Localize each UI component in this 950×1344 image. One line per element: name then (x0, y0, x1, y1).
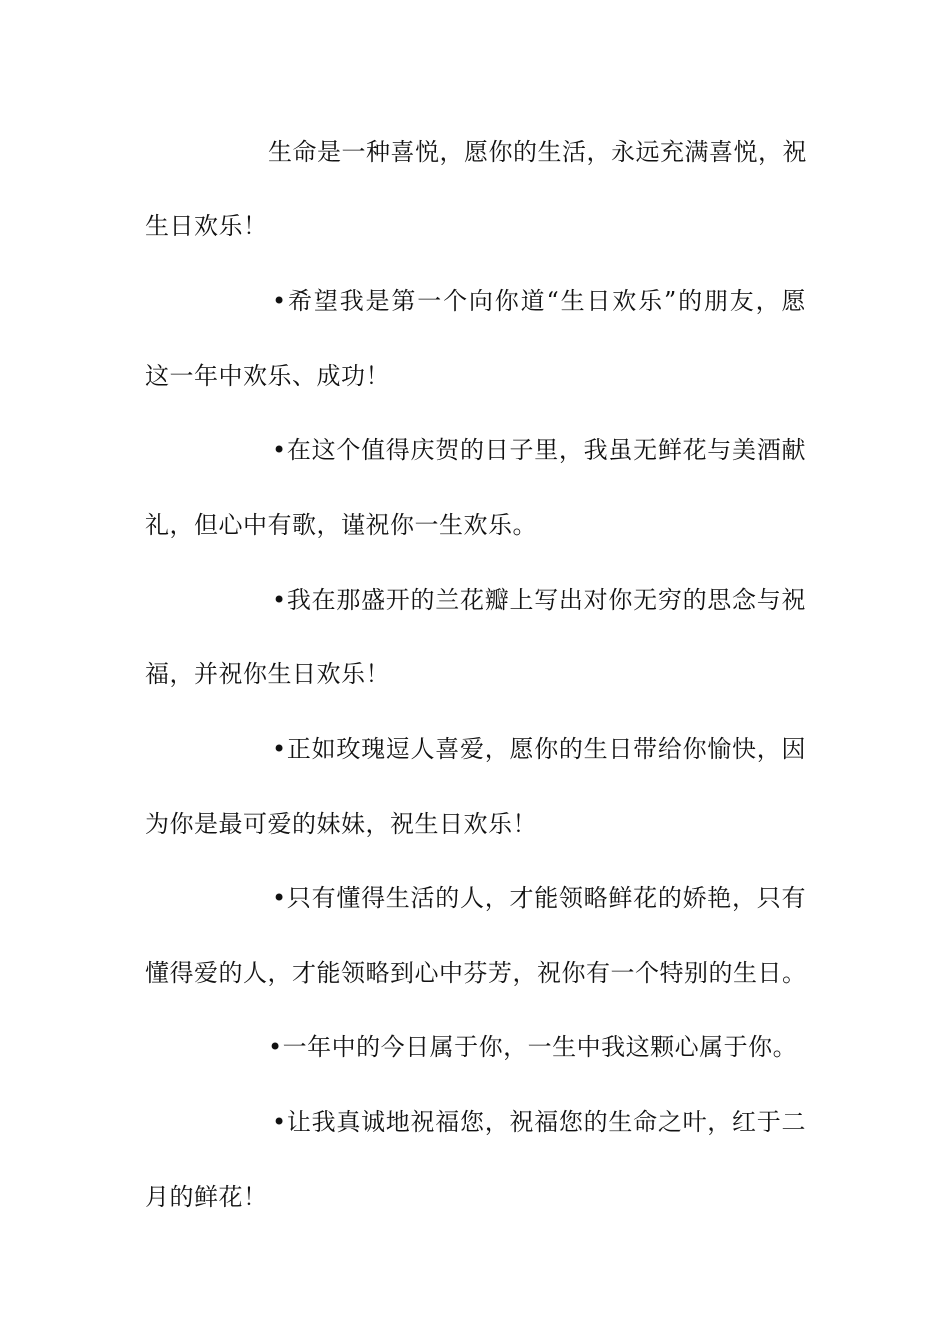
paragraph-1-line-2: 生日欢乐！ (145, 212, 268, 240)
paragraph-2-line-1: •希望我是第一个向你道“生日欢乐”的朋友，愿 (272, 287, 806, 315)
paragraph-8-line-2: 月的鲜花！ (145, 1183, 268, 1211)
paragraph-4-line-2: 福，并祝你生日欢乐！ (145, 660, 390, 688)
paragraph-1-line-1: 生命是一种喜悦，愿你的生活，永远充满喜悦，祝 (268, 138, 807, 166)
paragraph-5-line-1: •正如玫瑰逗人喜爱，愿你的生日带给你愉快，因 (272, 735, 806, 763)
paragraph-6-line-1: •只有懂得生活的人，才能领略鲜花的娇艳，只有 (272, 884, 806, 912)
paragraph-8-line-1: •让我真诚地祝福您，祝福您的生命之叶，红于二 (272, 1108, 806, 1136)
paragraph-2-line-2: 这一年中欢乐、成功！ (145, 362, 390, 390)
paragraph-3-line-1: •在这个值得庆贺的日子里，我虽无鲜花与美酒献 (272, 436, 806, 464)
paragraph-6-line-2: 懂得爱的人，才能领略到心中芬芳，祝你有一个特别的生日。 (145, 959, 807, 987)
paragraph-7-line-1: •一年中的今日属于你，一生中我这颗心属于你。 (268, 1033, 798, 1061)
paragraph-4-line-1: •我在那盛开的兰花瓣上写出对你无穷的思念与祝 (272, 586, 806, 614)
paragraph-3-line-2: 礼，但心中有歌，谨祝你一生欢乐。 (145, 511, 537, 539)
paragraph-5-line-2: 为你是最可爱的妹妹，祝生日欢乐！ (145, 810, 537, 838)
